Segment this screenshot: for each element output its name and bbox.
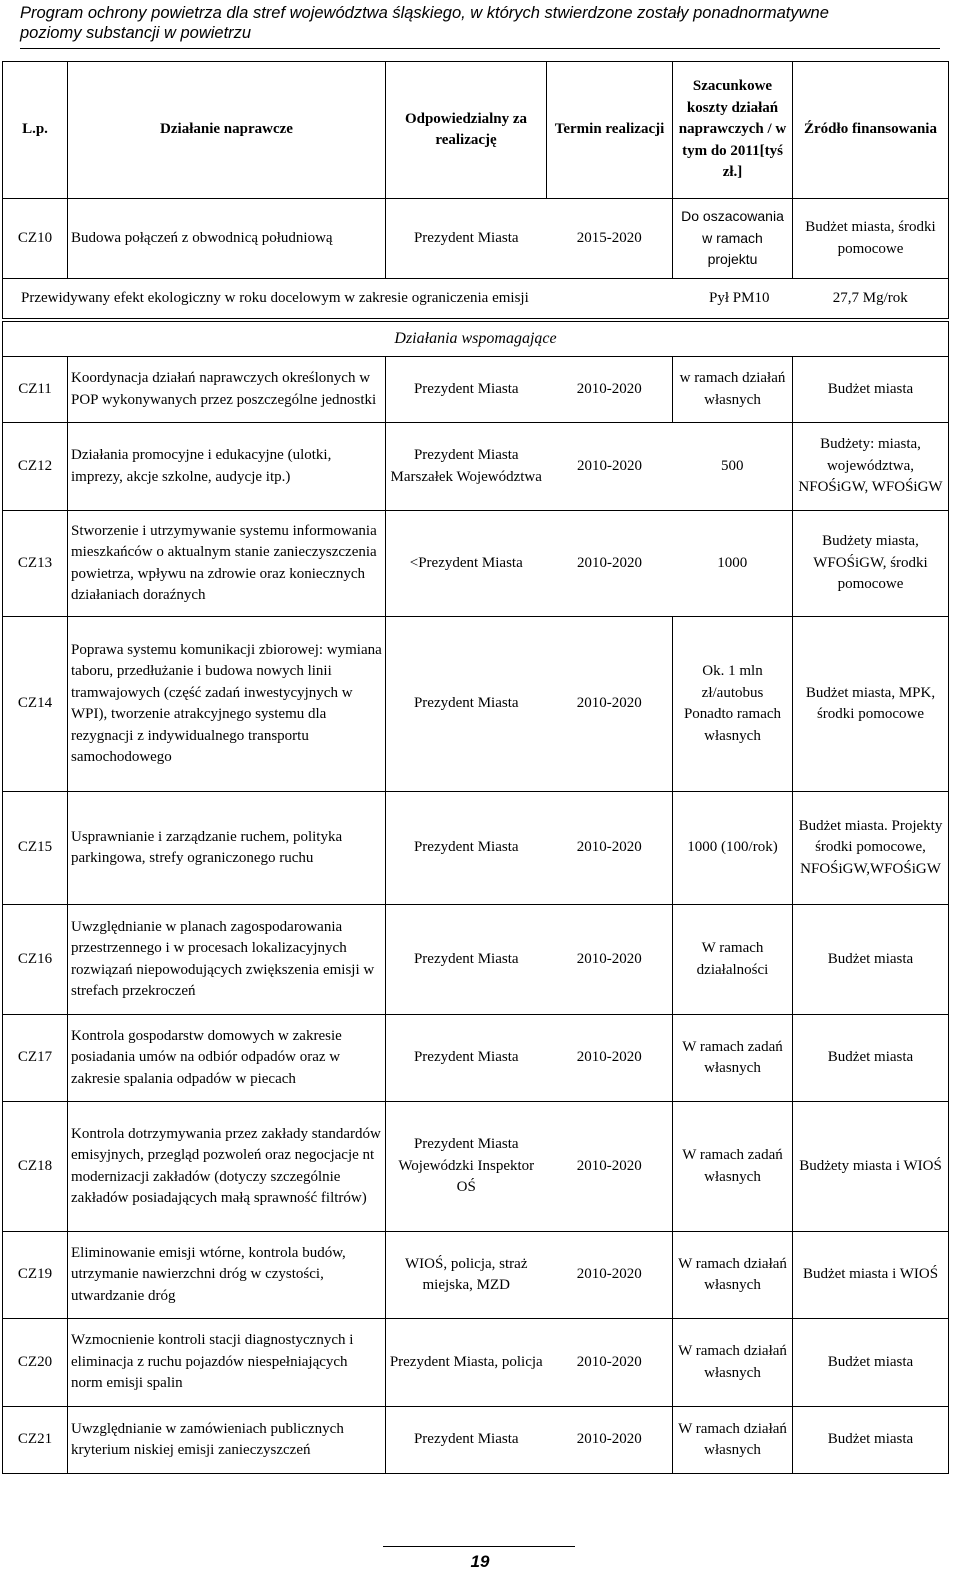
table-row xyxy=(3,617,949,792)
cell-lp: CZ16 xyxy=(3,905,68,1015)
cell-responsible: Prezydent Miasta xyxy=(386,617,547,792)
cell-responsible: Prezydent Miasta xyxy=(386,1407,547,1474)
cell-lp: CZ13 xyxy=(3,511,68,617)
cell-responsible: Prezydent Miasta xyxy=(386,792,547,905)
cell-lp: CZ14 xyxy=(3,617,68,792)
col-header-term: Termin realizacji xyxy=(547,62,673,199)
cell-costs: Ok. 1 mln zł/autobus Ponadto ramach własnych xyxy=(673,617,793,792)
table-row xyxy=(3,792,949,905)
cell-source: Budżety: miasta, województwa, NFOŚiGW, WFOŚiGW xyxy=(793,423,949,511)
cell-costs: W ramach zadań własnych xyxy=(673,1015,793,1102)
cell-costs: W ramach działań własnych xyxy=(673,1407,793,1474)
cell-lp: CZ15 xyxy=(3,792,68,905)
cell-responsible: Prezydent Miasta xyxy=(386,199,547,279)
cell-lp: CZ18 xyxy=(3,1102,68,1232)
page-number: 19 xyxy=(470,1552,490,1571)
cell-source: Budżet miasta, środki pomocowe xyxy=(793,199,949,279)
cell-term: 2010-2020 xyxy=(547,617,673,792)
cell-responsible: Prezydent Miasta, policja xyxy=(386,1319,547,1407)
header-row xyxy=(3,62,949,199)
cell-term: 2010-2020 xyxy=(547,423,673,511)
effect-pollutant: Pył PM10 xyxy=(709,289,770,306)
cell-responsible: Prezydent Miasta xyxy=(386,357,547,423)
table-row xyxy=(3,423,949,511)
main-table-top xyxy=(2,61,949,319)
effect-value: 27,7 Mg/rok xyxy=(793,279,949,319)
cell-action: Wzmocnienie kontroli stacji diagnostycznych i eliminacja z ruchu pojazdów niespełniających norm emisji spalin xyxy=(68,1319,386,1407)
effect-row xyxy=(3,279,949,319)
cell-action: Uwzględnianie w planach zagospodarowania przestrzennego i w procesach lokalizacyjnych rozwiązań niepowodujących zwiększenia emisji w strefach przekroczeń xyxy=(68,905,386,1015)
cell-costs: 500 xyxy=(673,423,793,511)
table-row xyxy=(3,1319,949,1407)
cell-source: Budżet miasta xyxy=(793,1407,949,1474)
cell-lp: CZ20 xyxy=(3,1319,68,1407)
document-header xyxy=(20,3,940,43)
cell-lp: CZ12 xyxy=(3,423,68,511)
cell-action: Koordynacja działań naprawczych określonych w POP wykonywanych przez poszczególne jednostki xyxy=(68,357,386,423)
cell-term: 2010-2020 xyxy=(547,357,673,423)
cell-costs: Do oszacowania w ramach projektu xyxy=(673,199,793,279)
table-row xyxy=(3,1407,949,1474)
cell-action: Uwzględnianie w zamówieniach publicznych kryterium niskiej emisji zanieczyszczeń xyxy=(68,1407,386,1474)
cell-source: Budżet miasta xyxy=(793,1015,949,1102)
header-line-1: Program ochrony powietrza dla stref województwa śląskiego, w których stwierdzone zostały ponadnormatywne xyxy=(20,4,829,22)
cell-responsible: Prezydent Miasta xyxy=(386,905,547,1015)
col-header-action: Działanie naprawcze xyxy=(68,62,386,199)
cell-source: Budżet miasta i WIOŚ xyxy=(793,1232,949,1319)
cell-term: 2010-2020 xyxy=(547,1232,673,1319)
cell-responsible: Prezydent Miasta Wojewódzki Inspektor OŚ xyxy=(386,1102,547,1232)
cell-costs: W ramach działań własnych xyxy=(673,1319,793,1407)
cell-source: Budżet miasta xyxy=(793,357,949,423)
effect-label: Przewidywany efekt ekologiczny w roku docelowym w zakresie ograniczenia emisji xyxy=(21,289,529,306)
cell-term: 2010-2020 xyxy=(547,511,673,617)
cell-costs: 1000 (100/rok) xyxy=(673,792,793,905)
cell-responsible: <Prezydent Miasta xyxy=(386,511,547,617)
cell-lp: CZ21 xyxy=(3,1407,68,1474)
cell-costs: W ramach zadań własnych xyxy=(673,1102,793,1232)
cell-term: 2015-2020 xyxy=(547,199,673,279)
table-row xyxy=(3,511,949,617)
header-line-2: poziomy substancji w powietrzu xyxy=(20,24,252,42)
col-header-lp: L.p. xyxy=(3,62,68,199)
cell-term: 2010-2020 xyxy=(547,905,673,1015)
cell-lp: CZ17 xyxy=(3,1015,68,1102)
cell-term: 2010-2020 xyxy=(547,1319,673,1407)
table-row xyxy=(3,905,949,1015)
cell-costs: W ramach działań własnych xyxy=(673,1232,793,1319)
table-row-cz10 xyxy=(3,199,949,279)
cell-action: Działania promocyjne i edukacyjne (ulotki, imprezy, akcje szkolne, audycje itp.) xyxy=(68,423,386,511)
cell-responsible: WIOŚ, policja, straż miejska, MZD xyxy=(386,1232,547,1319)
cell-term: 2010-2020 xyxy=(547,1015,673,1102)
cell-source: Budżet miasta xyxy=(793,1319,949,1407)
table-row xyxy=(3,357,949,423)
cell-action: Kontrola dotrzymywania przez zakłady standardów emisyjnych, przegląd pozwoleń oraz negocjacje nt modernizacji zakładów (dotyczy szczególnie zakładów posiadających małą sprawność filtrów) xyxy=(68,1102,386,1232)
cell-responsible: Prezydent Miasta xyxy=(386,1015,547,1102)
cell-costs: W ramach działalności xyxy=(673,905,793,1015)
cell-source: Budżet miasta xyxy=(793,905,949,1015)
cell-source: Budżety miasta, WFOŚiGW, środki pomocowe xyxy=(793,511,949,617)
cell-lp: CZ10 xyxy=(3,199,68,279)
cell-source: Budżety miasta i WIOŚ xyxy=(793,1102,949,1232)
col-header-source: Źródło finansowania xyxy=(793,62,949,199)
cell-action: Usprawnianie i zarządzanie ruchem, polityka parkingowa, strefy ograniczonego ruchu xyxy=(68,792,386,905)
table-row xyxy=(3,1102,949,1232)
section-title: Działania wspomagające xyxy=(3,322,949,357)
cell-action: Budowa połączeń z obwodnicą południową xyxy=(68,199,386,279)
cell-action: Eliminowanie emisji wtórne, kontrola budów, utrzymanie nawierzchni dróg w czystości, utwardzanie dróg xyxy=(68,1232,386,1319)
section-row xyxy=(3,322,949,357)
cell-term: 2010-2020 xyxy=(547,1102,673,1232)
cell-costs: 1000 xyxy=(673,511,793,617)
header-rule xyxy=(20,48,940,49)
footer-rule xyxy=(383,1546,575,1547)
col-header-responsible: Odpowiedzialny za realizację xyxy=(386,62,547,199)
cell-action: Kontrola gospodarstw domowych w zakresie posiadania umów na odbiór odpadów oraz w zakresie spalania odpadów w piecach xyxy=(68,1015,386,1102)
cell-source: Budżet miasta, MPK, środki pomocowe xyxy=(793,617,949,792)
cell-term: 2010-2020 xyxy=(547,1407,673,1474)
cell-lp: CZ19 xyxy=(3,1232,68,1319)
cell-responsible: Prezydent Miasta Marszałek Województwa xyxy=(386,423,547,511)
col-header-costs: Szacunkowe koszty działań naprawczych / w tym do 2011[tyś zł.] xyxy=(673,62,793,199)
cell-source: Budżet miasta. Projekty środki pomocowe, NFOŚiGW,WFOŚiGW xyxy=(793,792,949,905)
cell-lp: CZ11 xyxy=(3,357,68,423)
cell-costs: w ramach działań własnych xyxy=(673,357,793,423)
cell-term: 2010-2020 xyxy=(547,792,673,905)
cell-action: Stworzenie i utrzymywanie systemu informowania mieszkańców o aktualnym stanie zanieczyszczenia powietrza, wpływu na zdrowie oraz koniecznych działaniach doraźnych xyxy=(68,511,386,617)
cell-action: Poprawa systemu komunikacji zbiorowej: wymiana taboru, przedłużanie i budowa nowych linii tramwajowych (część zadań inwestycyjnych w WPI), tworzenie atrakcyjnego systemu dla rezygnacji z indywidualnego transportu samochodowego xyxy=(68,617,386,792)
table-row xyxy=(3,1232,949,1319)
table-row xyxy=(3,1015,949,1102)
main-table-support xyxy=(2,321,949,1474)
